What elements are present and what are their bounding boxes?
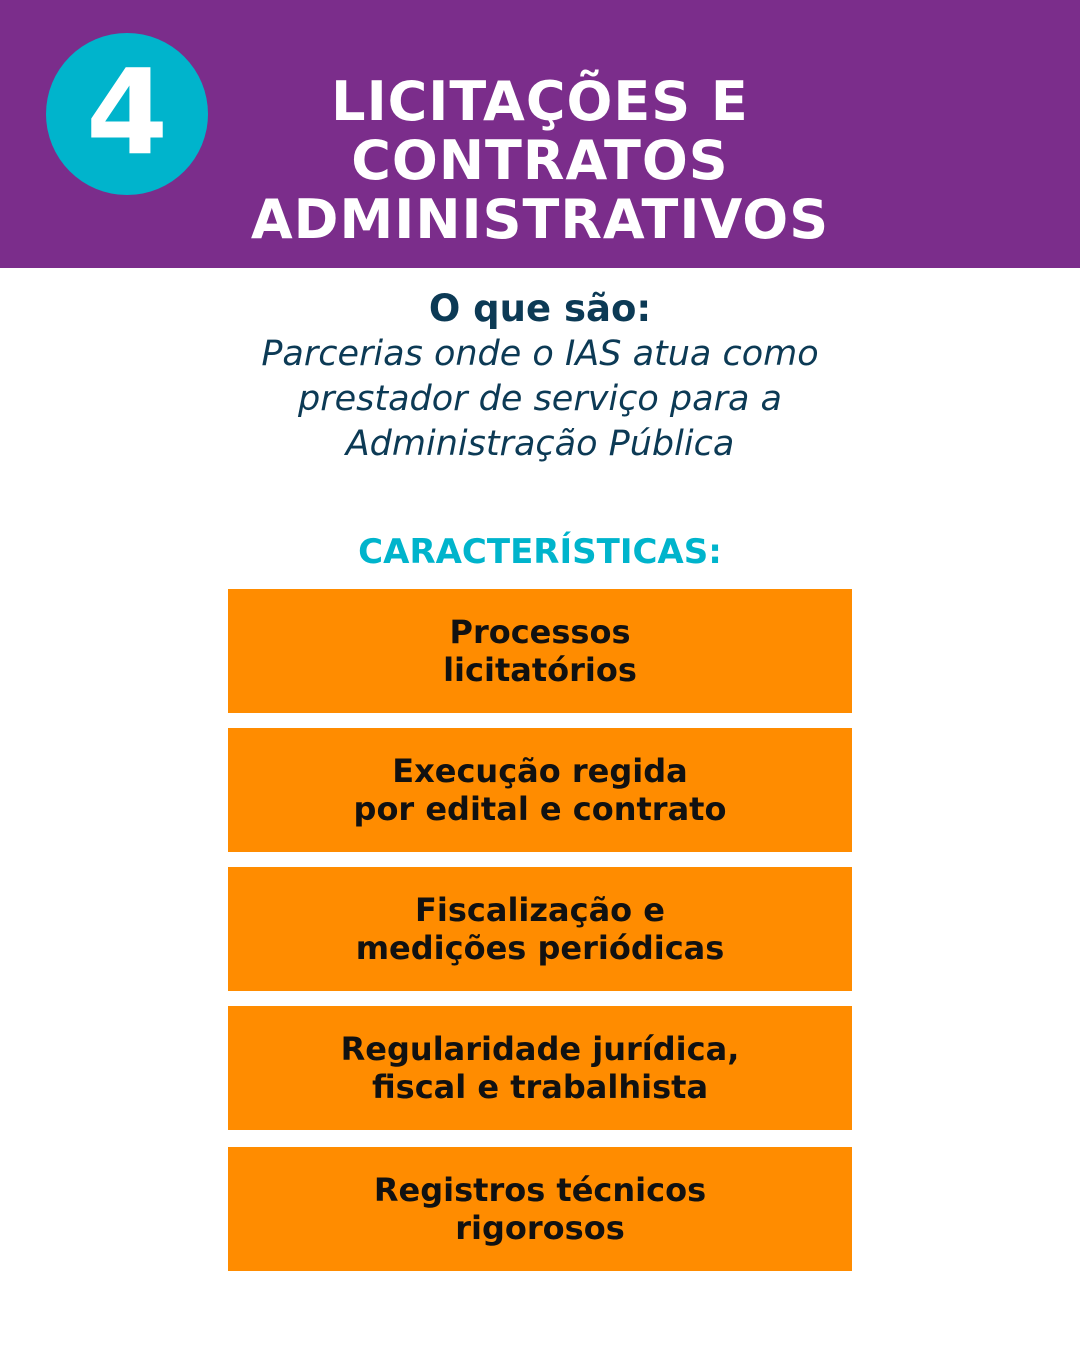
characteristic-card-registros bbox=[228, 1147, 852, 1271]
intro-description bbox=[0, 332, 1080, 467]
characteristic-card-line: licitatórios bbox=[443, 651, 637, 689]
intro-heading: O que são: bbox=[428, 287, 652, 330]
page-title-line: LICITAÇÕES E bbox=[331, 70, 749, 133]
number-badge bbox=[46, 33, 208, 195]
characteristic-card-line: Registros técnicos bbox=[373, 1171, 707, 1209]
characteristic-card-line: Processos bbox=[449, 613, 631, 651]
characteristic-card-line: medições periódicas bbox=[355, 929, 725, 967]
characteristic-card-licitatorios bbox=[228, 589, 852, 713]
characteristic-card-line: rigorosos bbox=[455, 1209, 625, 1247]
characteristic-card-line: Regularidade jurídica, bbox=[340, 1030, 740, 1068]
page-title-line: CONTRATOS bbox=[351, 129, 729, 192]
characteristic-card-line: Fiscalização e bbox=[415, 891, 665, 929]
intro-description-line: prestador de serviço para a bbox=[297, 379, 783, 419]
characteristics-heading: CARACTERÍSTICAS: bbox=[358, 532, 722, 572]
header-banner bbox=[0, 0, 1080, 268]
characteristic-card-execucao bbox=[228, 728, 852, 852]
characteristic-card-line: por edital e contrato bbox=[353, 790, 727, 828]
characteristic-card-regularidade bbox=[228, 1006, 852, 1130]
intro-description-line: Administração Pública bbox=[345, 424, 735, 464]
characteristic-card-line: Execução regida bbox=[392, 752, 688, 790]
page-title bbox=[200, 72, 880, 249]
characteristic-card-line: fiscal e trabalhista bbox=[371, 1068, 709, 1106]
intro-section bbox=[0, 286, 1080, 467]
page-title-line: ADMINISTRATIVOS bbox=[250, 188, 830, 251]
intro-description-line: Parcerias onde o IAS atua como bbox=[261, 334, 819, 374]
characteristic-card-fiscalizacao bbox=[228, 867, 852, 991]
number-badge-label: 4 bbox=[85, 43, 169, 181]
